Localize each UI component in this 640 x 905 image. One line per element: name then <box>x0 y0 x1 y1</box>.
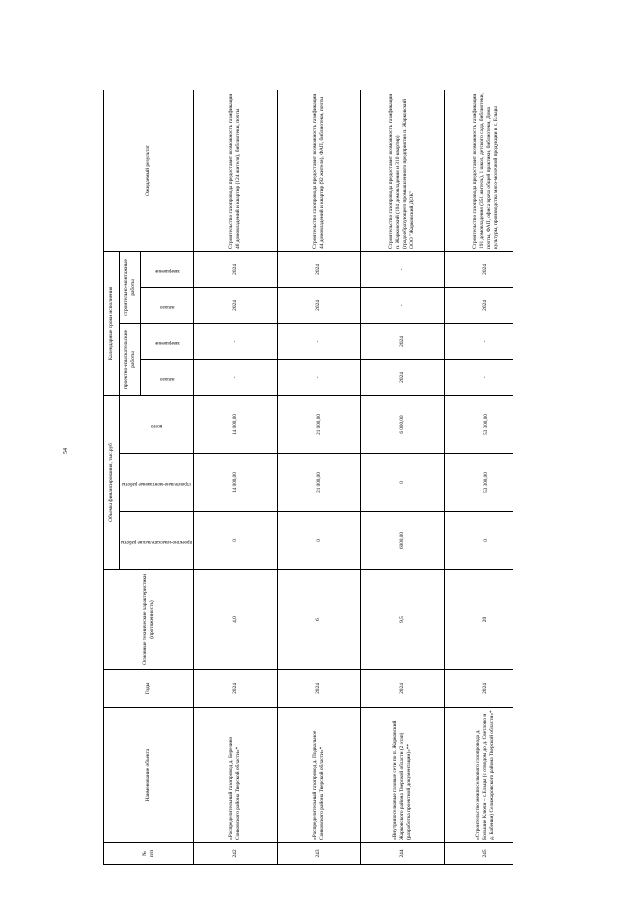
landscape-page <box>103 90 513 865</box>
row-design-end: - <box>444 323 513 359</box>
row-financing-design: 0 <box>194 512 277 570</box>
row-object-name: «Внутрипоселковые газовые сети по п. Жарковский Жарковского района Тверской области (2 этап) (разработка проектной документации)»** <box>361 708 444 843</box>
header-schedule-construction: строительно-монтажные работы <box>120 251 141 323</box>
header-constr-start <box>141 287 194 323</box>
row-financing-design: 0 <box>444 512 513 570</box>
row-object-name: «Распределительный газопровод д. Подвальное Сонковского района Тверской области»* <box>277 708 360 843</box>
row-constr-start: 2024 <box>277 287 360 323</box>
row-design-start: - <box>277 359 360 395</box>
page-number: 54 <box>63 448 69 454</box>
row-result: Строительство газопровода предоставит возможность газификации 44 домовладений и квартир (92 жителя), ФАП, библиотеки, почты <box>277 90 360 251</box>
row-length: 20 <box>444 570 513 670</box>
row-design-start: - <box>194 359 277 395</box>
table-row <box>444 90 513 865</box>
row-constr-end: - <box>361 251 444 287</box>
row-constr-start: 2024 <box>444 287 513 323</box>
row-num: 245 <box>444 843 513 865</box>
row-num: 244 <box>361 843 444 865</box>
row-length: 9,5 <box>361 570 444 670</box>
row-constr-end: 2024 <box>444 251 513 287</box>
header-financing-construction-text: строительно-монтажные работы <box>122 480 192 486</box>
header-years: Годы <box>104 670 194 708</box>
row-design-end: - <box>194 323 277 359</box>
row-design-end: 2024 <box>361 323 444 359</box>
row-financing-total: 6 000,00 <box>361 395 444 453</box>
row-object-name: «Строительство межпоселкового газопровода д. Большие Ключи – с.Ельцы (с отводом до д. Светлово и д. Бабенки) Селижаровского района Тверской области»* <box>444 708 513 843</box>
row-year: 2024 <box>444 670 513 708</box>
header-schedule: Календарные сроки исполнения <box>104 251 120 395</box>
row-year: 2024 <box>361 670 444 708</box>
row-num: 243 <box>277 843 360 865</box>
header-num: № п/п <box>104 843 194 865</box>
row-year: 2024 <box>277 670 360 708</box>
header-financing: Объемы финансирования, тыс.руб <box>104 395 120 569</box>
row-financing-construction: 14 000,00 <box>194 454 277 512</box>
row-num: 242 <box>194 843 277 865</box>
row-constr-end: 2024 <box>277 251 360 287</box>
table-row <box>277 90 360 865</box>
row-design-start: 2024 <box>361 359 444 395</box>
row-constr-start: - <box>361 287 444 323</box>
header-constr-start-text: начало <box>160 303 175 309</box>
header-schedule-design: проектно-изыскательские работы <box>120 323 141 395</box>
row-financing-construction: 53 300,00 <box>444 454 513 512</box>
header-financing-total <box>120 395 194 453</box>
header-financing-construction <box>120 454 194 512</box>
row-financing-total: 53 300,00 <box>444 395 513 453</box>
row-result: Строительство газопровода предоставит возможность газификации п. Жарковский (104 домовладения и 310 квартир) (градообразующего промышленного предприятия п. Жарковский ООО "Жарковский ДОК" <box>361 90 444 251</box>
header-design-start-text: начало <box>160 375 175 381</box>
header-design-end <box>141 323 194 359</box>
row-year: 2024 <box>194 670 277 708</box>
row-financing-construction: 21 000,00 <box>277 454 360 512</box>
row-financing-total: 14 000,00 <box>194 395 277 453</box>
row-design-end: - <box>277 323 360 359</box>
row-object-name: «Распределительный газопровод д. Березино Сонковского района Тверской области»* <box>194 708 277 843</box>
row-constr-end: 2024 <box>194 251 277 287</box>
header-constr-end-text: завершение <box>154 267 180 273</box>
header-characteristics: Основные технические характеристики (протяженность) <box>104 570 194 670</box>
header-design-end-text: завершение <box>154 339 180 345</box>
row-length: 6 <box>277 570 360 670</box>
header-design-start <box>141 359 194 395</box>
gasification-table <box>103 90 513 865</box>
row-financing-construction: 0 <box>361 454 444 512</box>
row-result: Строительство газопровода предоставит возможность газификации 191 домовладения (351 житель), 1 школ, детского сада, библиотеки, почты, ФАП, офиса врача общей практики, библиотеки, Дома культуры, производства мясо-молочной продукции в с. Ельцы <box>444 90 513 251</box>
header-result: Ожидаемый результат <box>104 90 194 251</box>
header-financing-total-text: всего <box>150 422 163 428</box>
header-constr-end <box>141 251 194 287</box>
table-row <box>194 90 277 865</box>
row-financing-design: 6000,00 <box>361 512 444 570</box>
row-result: Строительство газопровода предоставит возможность газификации 46 домовладений и квартир (124 жителя), библиотеки, почты <box>194 90 277 251</box>
row-financing-total: 21 000,00 <box>277 395 360 453</box>
row-length: 4,0 <box>194 570 277 670</box>
row-financing-design: 0 <box>277 512 360 570</box>
header-financing-design <box>120 512 194 570</box>
table-row <box>361 90 444 865</box>
header-object-name: Наименование объекта <box>104 708 194 843</box>
row-constr-start: 2024 <box>194 287 277 323</box>
row-design-start: - <box>444 359 513 395</box>
rotated-table-area <box>103 90 513 865</box>
header-financing-design-text: проектно-изыскательские работы <box>121 538 193 544</box>
